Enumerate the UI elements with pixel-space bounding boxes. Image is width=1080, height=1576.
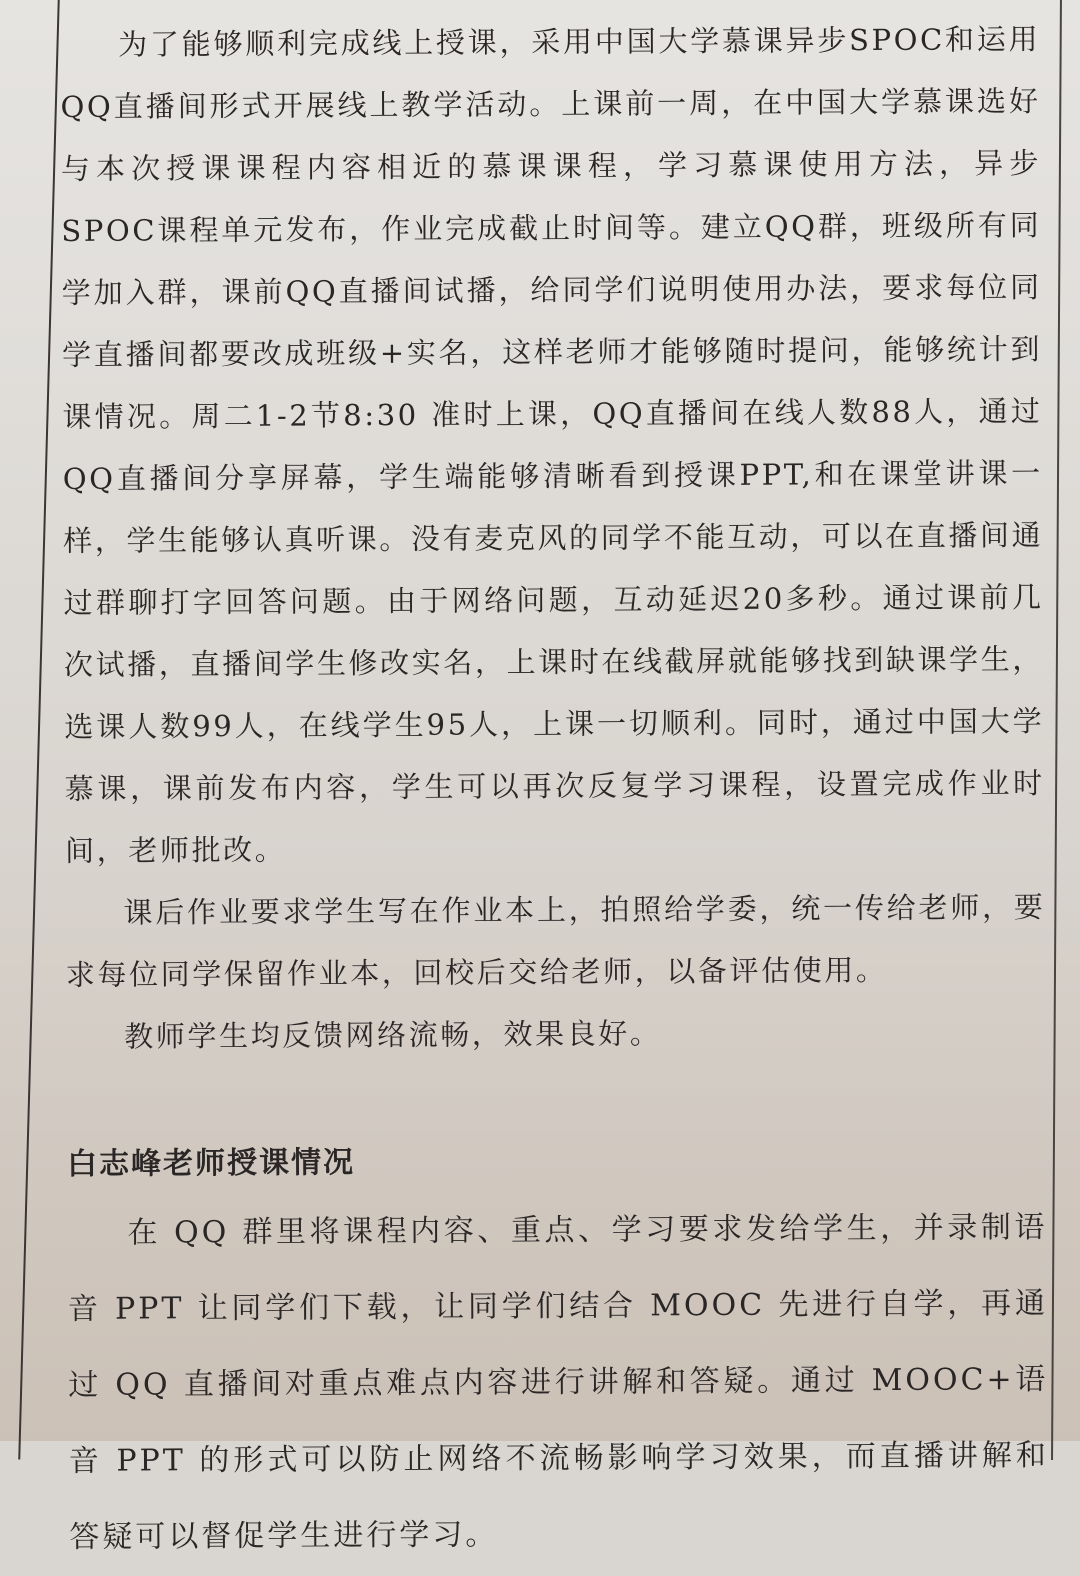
section-title: 白志峰老师授课情况 [66, 1145, 356, 1182]
document-body [60, 8, 1050, 1576]
paragraph-teacher-report: 在 QQ 群里将课程内容、重点、学习要求发给学生，并录制语音 PPT 让同学们下载，让同学们结合 MOOC 先进行自学，再通过 QQ 直播间对重点难点内容进行讲解和答疑。通过 MOOC+语音 PPT 的形式可以防止网络不流畅影响学习效果，而直播讲解和答疑可以督促学生进行学习。 [67, 1209, 1049, 1555]
paragraph-online-teaching: 为了能够顺利完成线上授课，采用中国大学慕课异步SPOC和运用QQ直播间形式开展线上教学活动。上课前一周，在中国大学慕课选好与本次授课课程内容相近的慕课课程，学习慕课使用方法，异步SPOC课程单元发布，作业完成截止时间等。建立QQ群，班级所有同学加入群，课前QQ直播间试播，给同学们说明使用办法，要求每位同学直播间都要改成班级+实名，这样老师才能够随时提问，能够统计到课情况。周二1-2节8:30 准时上课，QQ直播间在线人数88人，通过QQ直播间分享屏幕，学生端能够清晰看到授课PPT,和在课堂讲课一样，学生能够认真听课。没有麦克风的同学不能互动，可以在直播间通过群聊打字回答问题。由于网络问题，互动延迟20多秒。通过课前几次试播，直播间学生修改实名，上课时在线截屏就能够找到缺课学生，选课人数99人，在线学生95人，上课一切顺利。同时，通过中国大学慕课，课前发布内容，学生可以再次反复学习课程，设置完成作业时间，老师批改。 [60, 22, 1045, 868]
section-spacer [66, 1062, 1046, 1134]
table-border-right [1051, 0, 1062, 1460]
table-border-left [18, 0, 60, 1460]
paragraph-homework: 课后作业要求学生写在作业本上，拍照给学委，统一传给老师，要求每位同学保留作业本，回校后交给老师，以备评估使用。 [65, 889, 1046, 992]
paragraph-feedback: 教师学生均反馈网络流畅，效果良好。 [124, 1016, 662, 1054]
